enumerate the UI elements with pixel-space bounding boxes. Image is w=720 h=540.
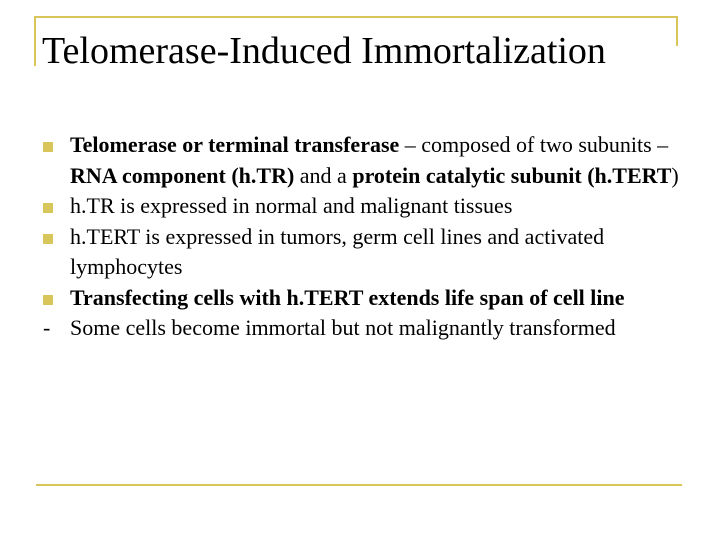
square-bullet-icon — [43, 295, 53, 305]
slide-title: Telomerase-Induced Immortalization — [42, 30, 606, 72]
bullet-item — [40, 222, 690, 283]
bullet-text-part: ) — [671, 162, 679, 188]
bullet-text-part: h.TR is expressed in normal and malignant tissues — [70, 193, 513, 218]
bullet-text-part: RNA component (h.TR) — [70, 162, 295, 188]
bullet-text-part: protein catalytic subunit (h.TERT — [352, 162, 672, 188]
bullet-text-part: and a — [294, 162, 353, 188]
bullet-text-part: h.TERT is expressed in tumors, germ cell lines and activated lymphocytes — [70, 223, 605, 279]
title-frame-left — [34, 16, 36, 66]
bottom-divider — [36, 484, 682, 486]
square-bullet-icon — [43, 203, 53, 213]
dash-item — [40, 313, 690, 344]
bullet-item — [40, 191, 690, 222]
dash-marker: - — [43, 315, 51, 340]
bullet-text-part: – composed of two subunits – — [399, 132, 669, 157]
bullet-item — [40, 130, 690, 191]
bullet-text-part: Transfecting cells with h.TERT extends life span of cell line — [70, 284, 625, 310]
dash-item-text: Some cells become immortal but not malignantly transformed — [70, 315, 616, 340]
bullet-text-part: Telomerase or terminal transferase — [70, 132, 400, 157]
title-frame-top — [34, 16, 678, 18]
bullet-item — [40, 283, 690, 314]
slide-body — [40, 130, 690, 344]
square-bullet-icon — [43, 234, 53, 244]
square-bullet-icon — [43, 142, 53, 152]
